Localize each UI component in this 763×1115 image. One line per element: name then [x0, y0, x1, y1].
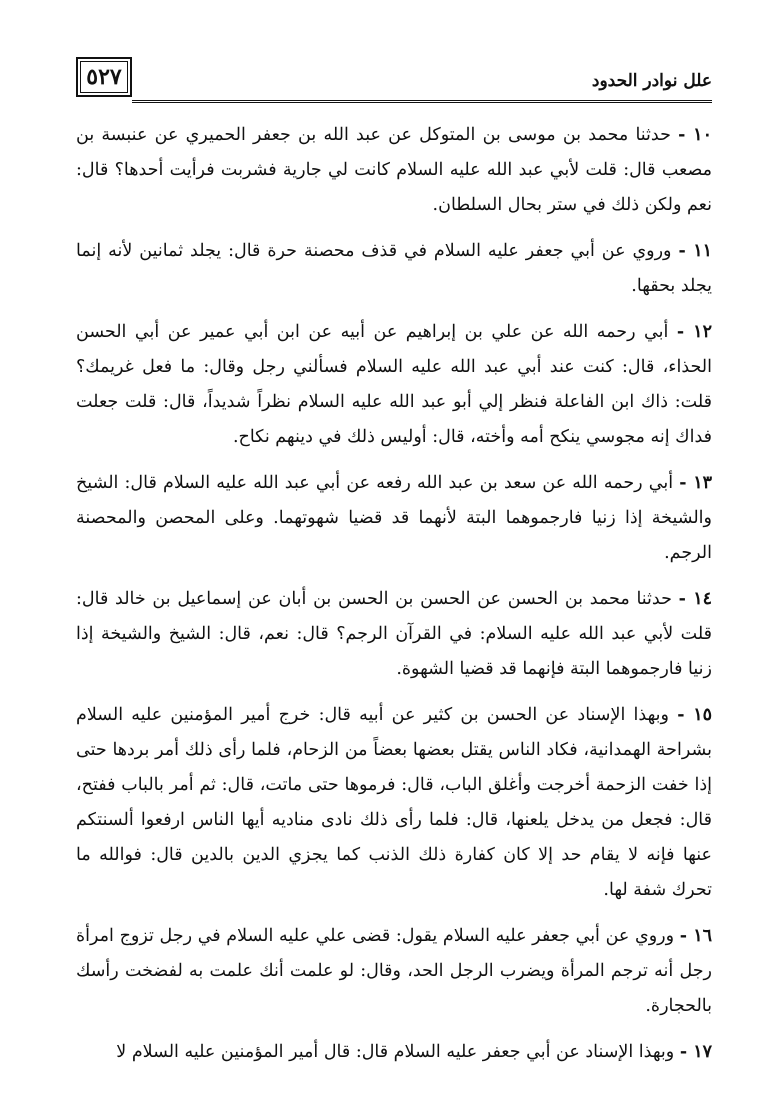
hadith-text: أبي رحمه الله عن سعد بن عبد الله رفعه عن أبي عبد الله عليه السلام قال: الشيخ والشيخة إذا زنيا فارجموهما البتة لأنهما قد قضيا شهوتهما. وعلى المحصن والمحصنة الرجم. — [76, 473, 712, 563]
hadith-paragraph-15 — [76, 698, 712, 908]
hadith-number: ١٢ - — [676, 322, 712, 342]
hadith-number: ١١ - — [678, 241, 712, 261]
hadith-paragraph-14 — [76, 582, 712, 687]
hadith-text: حدثنا محمد بن موسى بن المتوكل عن عبد الله بن جعفر الحميري عن عنبسة بن مصعب قال: قلت لأبي عبد الله عليه السلام كانت لي جارية فشربت فرأيت أحدها؟ قال: نعم ولكن ذلك في ستر بحال السلطان. — [76, 125, 712, 215]
hadith-text: وبهذا الإسناد عن أبي جعفر عليه السلام قال: قال أمير المؤمنين عليه السلام لا — [116, 1042, 675, 1062]
hadith-paragraph-12 — [76, 315, 712, 455]
hadith-number: ١٥ - — [677, 705, 712, 725]
hadith-number: ١٧ - — [679, 1042, 712, 1062]
hadith-text: حدثنا محمد بن الحسن عن الحسن بن الحسن بن أبان عن إسماعيل بن خالد قال: قلت لأبي عبد الله عليه السلام: في القرآن الرجم؟ قال: نعم، قال: الشيخ والشيخة إذا زنيا فارجموهما البتة فإنهما قد قضيا الشهوة. — [76, 589, 712, 679]
hadith-paragraph-11 — [76, 234, 712, 304]
hadith-text: وروي عن أبي جعفر عليه السلام في قذف محصنة حرة قال: يجلد ثمانين لأنه إنما يجلد بحقها. — [76, 241, 712, 296]
page-number: ٥٢٧ — [86, 64, 122, 90]
hadith-number: ١٦ - — [679, 926, 712, 946]
page-number-box — [76, 57, 132, 97]
hadith-number: ١٣ - — [679, 473, 712, 493]
running-title: علل نوادر الحدود — [591, 71, 712, 91]
hadith-text: وبهذا الإسناد عن الحسن بن كثير عن أبيه قال: خرج أمير المؤمنين عليه السلام بشراحة الهمدانية، فكاد الناس يقتل بعضها بعضاً من الزحام، فلما رأى ذلك أمر بردها حتى إذا خفت الزحمة أخرجت وأغلق الباب، قال: فرموها حتى ماتت، قال: ثم أمر بالباب ففتح، قال: فجعل من يدخل يلعنها، قال: فلما رأى ذلك نادى مناديه أيها الناس ارفعوا ألسنتكم عنها فإنه لا يقام حد إلا كان كفارة ذلك الذنب كما يجزي الدين بالدين قال: فوالله ما تحرك شفة لها. — [76, 705, 712, 900]
hadith-number: ١٠ - — [678, 125, 712, 145]
header-rule — [132, 100, 712, 103]
hadith-number: ١٤ - — [678, 589, 712, 609]
hadith-paragraph-16 — [76, 919, 712, 1024]
hadith-paragraph-13 — [76, 466, 712, 571]
page-body — [76, 118, 712, 1081]
hadith-paragraph-17 — [76, 1035, 712, 1070]
hadith-paragraph-10 — [76, 118, 712, 223]
hadith-text: وروي عن أبي جعفر عليه السلام يقول: قضى علي عليه السلام في رجل تزوج امرأة رجل أنه ترجم المرأة ويضرب الرجل الحد، وقال: لو علمت أنك علمت به لفضخت رأسك بالحجارة. — [76, 926, 712, 1016]
page-header — [76, 57, 712, 103]
hadith-text: أبي رحمه الله عن علي بن إبراهيم عن أبيه عن ابن أبي عمير عن أبي الحسن الحذاء، قال: كنت عند أبي عبد الله عليه السلام فسألني رجل وقال: ما فعل غريمك؟ قلت: ذاك ابن الفاعلة فنظر إلي أبو عبد الله عليه السلام نظراً شديداً، قال: قلت جعلت فداك إنه مجوسي ينكح أمه وأخته، قال: أوليس ذلك في دينهم نكاح. — [76, 322, 712, 447]
